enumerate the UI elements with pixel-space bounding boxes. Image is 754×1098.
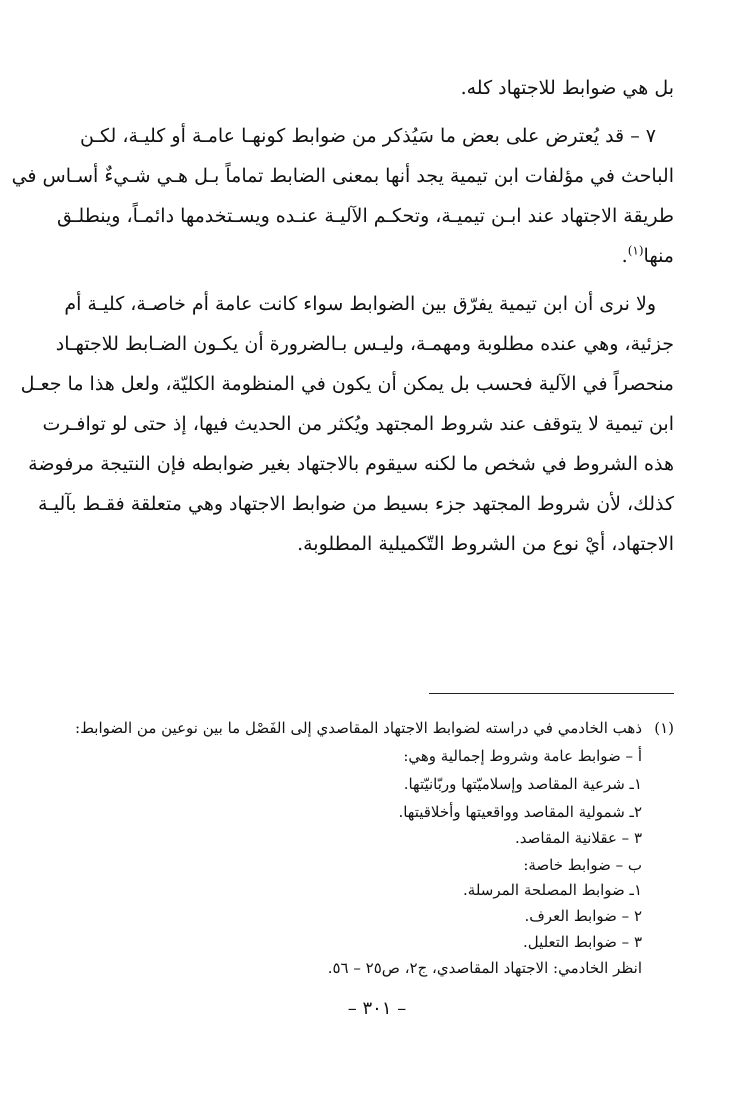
footnote-group-b: ب – ضوابط خاصة:	[523, 856, 642, 874]
footnote-item-a3: ٣ – عقلانية المقاصد.	[514, 829, 642, 847]
footnote-item-b1: ١ـ ضوابط المصلحة المرسلة.	[463, 881, 642, 899]
body-line-3: الباحث في مؤلفات ابن تيمية يجد أنها بمعنى الضابط تماماً بـل هـي شـيءٌ أسـاس في	[11, 165, 674, 187]
footnote-separator	[429, 693, 674, 694]
footnote-group-a: أ – ضوابط عامة وشروط إجمالية وهي:	[403, 747, 642, 765]
footnote-marker: (١)	[654, 719, 674, 737]
footnote-intro: ذهب الخادمي في دراسته لضوابط الاجتهاد المقاصدي إلى الفَصْل ما بين نوعين من الضوابط:	[75, 719, 642, 737]
body-line-5-text: منها	[643, 245, 674, 267]
body-line-8: منحصراً في الآلية فحسب بل يمكن أن يكون في المنظومة الكليّة، ولعل هذا ما جعـل	[20, 373, 674, 395]
body-line-4: طريقة الاجتهاد عند ابـن تيميـة، وتحكـم الآليـة عنـده ويسـتخدمها دائمـاً، وينطلـق	[57, 205, 674, 227]
footnote-reference-source: انظر الخادمي: الاجتهاد المقاصدي، ج٢، ص٢٥ – ٥٦.	[327, 959, 642, 977]
footnote-item-b3: ٣ – ضوابط التعليل.	[522, 933, 642, 951]
body-line-5-end: .	[621, 245, 628, 267]
body-line-7: جزئية، وهي عنده مطلوبة ومهمـة، وليـس بـالضرورة أن يكـون الضـابط للاجتهـاد	[55, 333, 674, 355]
page-number: – ٣٠١ –	[347, 998, 407, 1019]
body-line-12: الاجتهاد، أيْ نوع من الشروط التّكميلية المطلوبة.	[297, 533, 674, 555]
footnote-item-a2: ٢ـ شمولية المقاصد وواقعيتها وأخلاقيتها.	[398, 803, 642, 821]
body-line-1: بل هي ضوابط للاجتهاد كله.	[460, 77, 674, 99]
footnote-item-a1: ١ـ شرعية المقاصد وإسلاميّتها وربّانيّتها.	[403, 775, 642, 793]
body-line-11: كذلك، لأن شروط المجتهد جزء بسيط من ضوابط الاجتهاد وهي متعلقة فقـط بآليـة	[38, 493, 674, 515]
body-line-10: هذه الشروط في شخص ما لكنه سيقوم بالاجتهاد بغير ضوابطه فإن النتيجة مرفوضة	[28, 453, 674, 475]
body-line-6: ولا نرى أن ابن تيمية يفرّق بين الضوابط سواء كانت عامة أم خاصـة، كليـة أم	[64, 293, 656, 315]
body-line-9: ابن تيمية لا يتوقف عند شروط المجتهد ويُكثر من الحديث فيها، إذ حتى لو توافـرت	[42, 413, 674, 435]
body-line-5	[80, 243, 674, 269]
footnote-item-b2: ٢ – ضوابط العرف.	[524, 907, 642, 925]
footnote-reference[interactable]: (١)	[627, 243, 644, 258]
body-line-2: ٧ – قد يُعترض على بعض ما سَيُذكر من ضوابط كونهـا عامـة أو كليـة، لكـن	[80, 125, 656, 147]
